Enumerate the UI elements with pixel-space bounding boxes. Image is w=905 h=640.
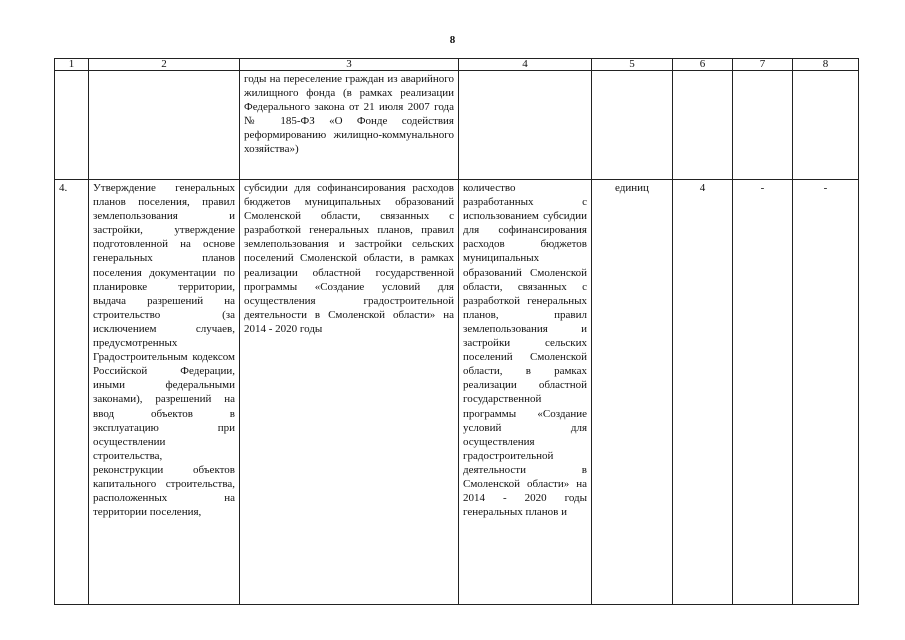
- funding-cell: годы на переселение граждан из аварийного жилищного фонда (в рамках реализации Федерального закона от 21 июля 2007 года № 185-ФЗ «О Фонде содействия реформированию жилищно-коммунального хозяйства»): [240, 71, 459, 180]
- column-number-2: 2: [89, 59, 240, 71]
- column-number-1: 1: [55, 59, 89, 71]
- value-cell-6: 4: [673, 180, 733, 605]
- value-cell-7: -: [733, 180, 793, 605]
- value-cell-8: [793, 71, 859, 180]
- table-row: [55, 71, 859, 180]
- value-cell-8: -: [793, 180, 859, 605]
- page-number: 8: [449, 34, 456, 46]
- indicator-cell: [459, 71, 592, 180]
- row-number-cell: 4.: [55, 180, 89, 605]
- column-number-6: 6: [673, 59, 733, 71]
- unit-cell: [592, 71, 673, 180]
- authority-cell: Утверждение генеральных планов поселения, правил землепользования и застройки, утверждение подготовленной на основе генеральных планов поселения документации по планировке территории, выдача разрешений на строительство (за исключением случаев, предусмотренных Градостроительным кодексом Российской Федерации, иными федеральными законами), разрешений на ввод объектов в эксплуатацию при осуществлении строительства, реконструкции объектов капитального строительства, расположенных на территории поселения,: [89, 180, 240, 605]
- unit-cell: единиц: [592, 180, 673, 605]
- column-number-7: 7: [733, 59, 793, 71]
- table-row: [55, 180, 859, 605]
- column-number-8: 8: [793, 59, 859, 71]
- row-number-cell: [55, 71, 89, 180]
- funding-cell: субсидии для софинансирования расходов бюджетов муниципальных образований Смоленской области, связанных с разработкой генеральных планов, правил землепользования и застройки сельских поселений Смоленской области, в рамках реализации областной государственной программы «Создание условий для осуществления градостроительной деятельности в Смоленской области» на 2014 - 2020 годы: [240, 180, 459, 605]
- value-cell-6: [673, 71, 733, 180]
- column-number-row: [55, 59, 859, 71]
- value-cell-7: [733, 71, 793, 180]
- column-number-4: 4: [459, 59, 592, 71]
- authority-cell: [89, 71, 240, 180]
- indicator-table: [54, 58, 859, 605]
- indicator-cell: количество разработанных с использованием субсидии для софинансирования расходов бюджетов муниципальных образований Смоленской области, связанных с разработкой генеральных планов, правил землепользования и застройки сельских поселений Смоленской области, в рамках реализации областной государственной программы «Создание условий для осуществления градостроительной деятельности в Смоленской области» на 2014 - 2020 годы генеральных планов и: [459, 180, 592, 605]
- column-number-5: 5: [592, 59, 673, 71]
- column-number-3: 3: [240, 59, 459, 71]
